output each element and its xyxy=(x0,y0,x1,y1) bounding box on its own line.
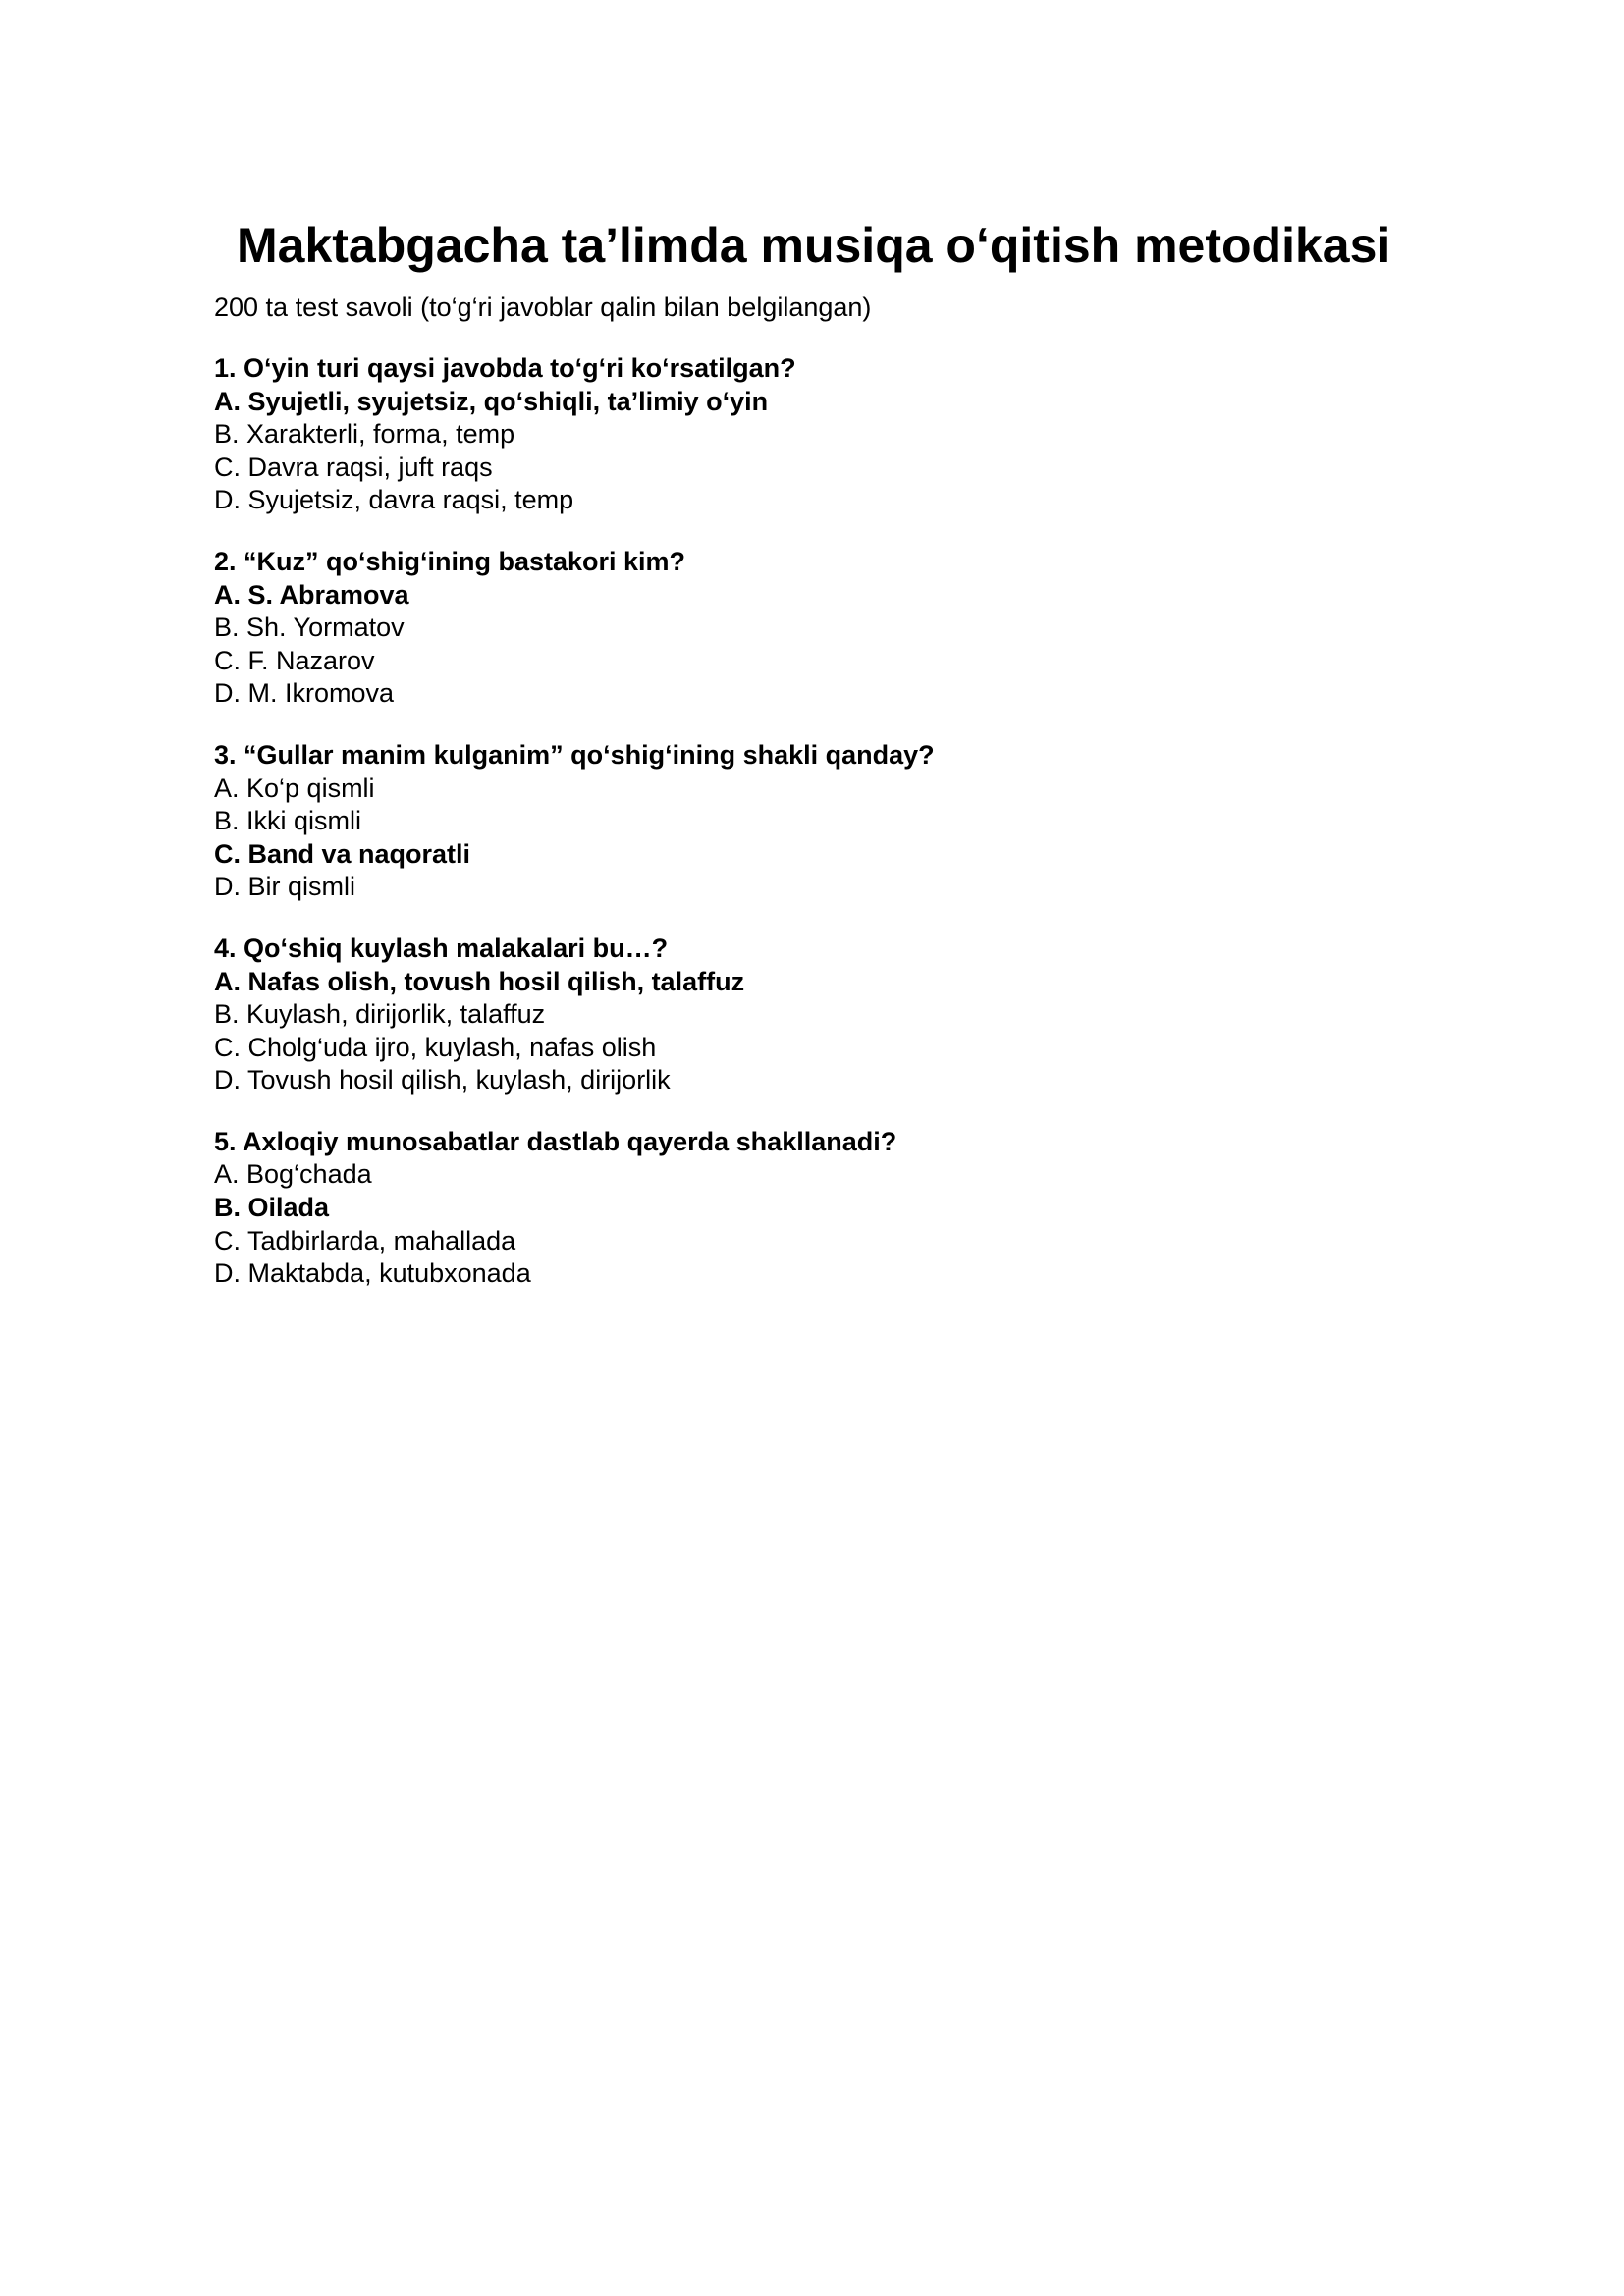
answer-option-c: C. Band va naqoratli xyxy=(214,838,471,869)
page-subtitle: 200 ta test savoli (to‘g‘ri javoblar qalin bilan belgilangan) xyxy=(214,293,872,322)
answer-option-b: B. Xarakterli, forma, temp xyxy=(214,419,515,450)
answer-option-d: D. Syujetsiz, davra raqsi, temp xyxy=(214,485,574,515)
question-text: 3. “Gullar manim kulganim” qo‘shig‘ining shakli qanday? xyxy=(214,739,935,770)
answer-option-c: C. F. Nazarov xyxy=(214,645,375,675)
answer-option-b: B. Oilada xyxy=(214,1193,330,1223)
answer-option-a: A. Bog‘chada xyxy=(214,1159,372,1190)
answer-option-a: A. Ko‘p qismli xyxy=(214,773,375,803)
question-text: 4. Qo‘shiq kuylash malakalari bu…? xyxy=(214,933,669,963)
answer-option-d: D. M. Ikromova xyxy=(214,678,395,709)
answer-option-c: C. Davra raqsi, juft raqs xyxy=(214,452,493,482)
page-title: Maktabgacha ta’limda musiqa o‘qitish metodikasi xyxy=(237,218,1391,273)
answer-option-d: D. Bir qismli xyxy=(214,872,356,902)
answer-option-d: D. Maktabda, kutubxonada xyxy=(214,1258,531,1289)
question-5 xyxy=(214,1126,1422,1291)
document-page xyxy=(214,211,1422,1319)
question-list xyxy=(214,352,1422,1291)
answer-option-c: C. Cholg‘uda ijro, kuylash, nafas olish xyxy=(214,1032,657,1062)
answer-option-b: B. Ikki qismli xyxy=(214,806,362,836)
answer-option-a: A. Nafas olish, tovush hosil qilish, talaffuz xyxy=(214,966,745,996)
answer-option-a: A. S. Abramova xyxy=(214,579,409,610)
question-text: 1. O‘yin turi qaysi javobda to‘g‘ri ko‘rsatilgan? xyxy=(214,353,796,383)
question-text: 2. “Kuz” qo‘shig‘ining bastakori kim? xyxy=(214,546,686,576)
question-2 xyxy=(214,546,1422,711)
answer-option-c: C. Tadbirlarda, mahallada xyxy=(214,1225,516,1255)
answer-option-a: A. Syujetli, syujetsiz, qo‘shiqli, ta’limiy o‘yin xyxy=(214,386,769,416)
answer-option-d: D. Tovush hosil qilish, kuylash, dirijorlik xyxy=(214,1065,671,1095)
answer-option-b: B. Kuylash, dirijorlik, talaffuz xyxy=(214,999,546,1030)
question-text: 5. Axloqiy munosabatlar dastlab qayerda shakllanadi? xyxy=(214,1126,897,1156)
answer-option-b: B. Sh. Yormatov xyxy=(214,613,405,643)
question-4 xyxy=(214,933,1422,1097)
question-3 xyxy=(214,739,1422,904)
question-1 xyxy=(214,352,1422,517)
